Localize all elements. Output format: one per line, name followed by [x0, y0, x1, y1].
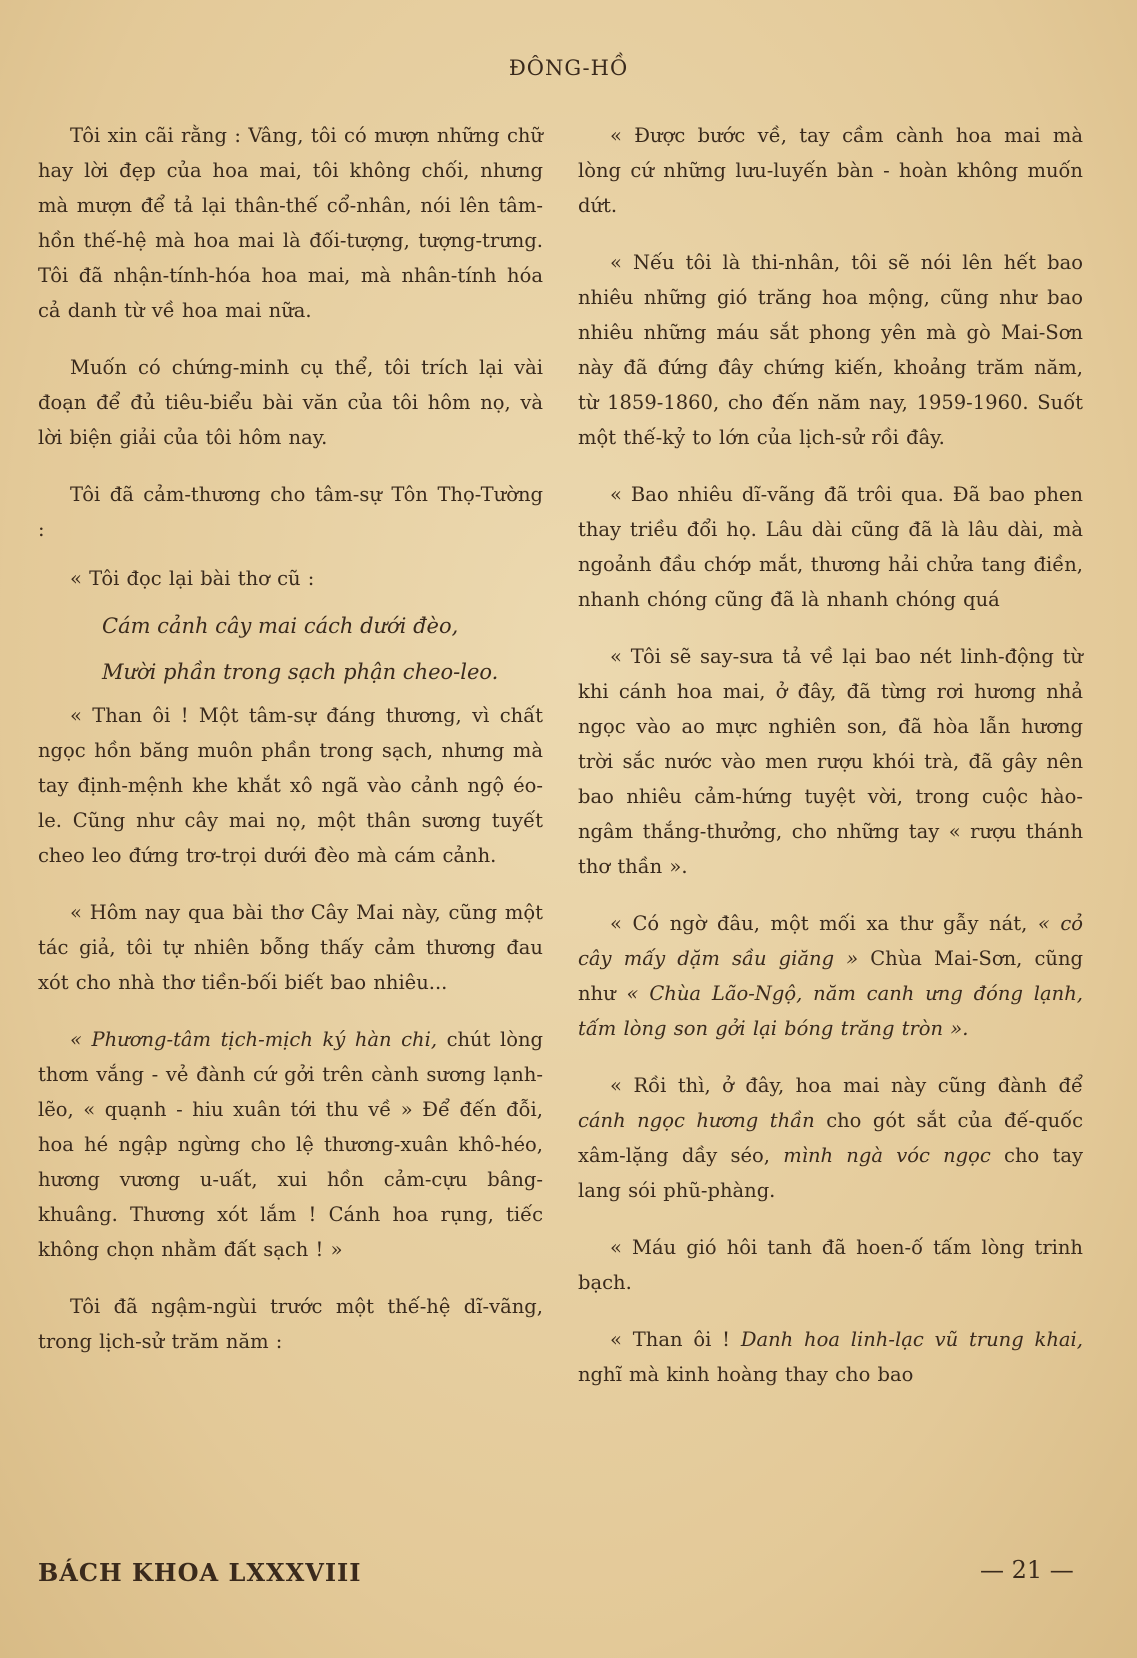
left-column: [38, 118, 543, 1381]
italic-phrase: mình ngà vóc ngọc: [783, 1144, 991, 1167]
paragraph: Tôi đã cảm-thương cho tâm-sự Tôn Thọ-Tường :: [38, 483, 543, 541]
italic-quote: « Chùa Lão-Ngộ, năm canh ưng đóng lạnh, tấm lòng son gởi lại bóng trăng tròn ».: [578, 982, 1083, 1040]
paragraph: « Được bước về, tay cầm cành hoa mai mà lòng cứ những lưu-luyến bàn - hoàn không muốn dứt.: [578, 124, 1083, 217]
paragraph: « Hôm nay qua bài thơ Cây Mai này, cũng một tác giả, tôi tự nhiên bỗng thấy cảm thương đau xót cho nhà thơ tiền-bối biết bao nhiêu...: [38, 901, 543, 994]
paragraph: Tôi đã ngậm-ngùi trước một thế-hệ dĩ-vãng, trong lịch-sử trăm năm :: [38, 1295, 543, 1353]
paragraph: « Bao nhiêu dĩ-vãng đã trôi qua. Đã bao phen thay triều đổi họ. Lâu dài cũng đã là lâu dài, mà ngoảnh đầu chớp mắt, thương hải chửa tang điền, nhanh chóng cũng đã là nhanh chóng quá: [578, 483, 1083, 611]
italic-phrase: cánh ngọc hương thần: [578, 1109, 815, 1132]
paragraph: Tôi xin cãi rằng : Vâng, tôi có mượn những chữ hay lời đẹp của hoa mai, tôi không chối, nhưng mà mượn để tả lại thân-thế cổ-nhân, nói lên tâm-hồn thế-hệ mà hoa mai là đối-tượng, tượng-trưng. Tôi đã nhận-tính-hóa hoa mai, mà nhân-tính hóa cả danh từ về hoa mai nữa.: [38, 124, 543, 322]
paragraph-text: « Rồi thì, ở đây, hoa mai này cũng đành để: [610, 1074, 1083, 1097]
paragraph: [578, 1322, 1083, 1392]
paragraph-text: « Than ôi !: [610, 1328, 741, 1351]
paragraph-text: chút lòng thơm vắng - vẻ đành cứ gởi trên cành sương lạnh-lẽo, « quạnh - hiu xuân tới thu về » Để đến đỗi, hoa hé ngập ngừng cho lệ thương-xuân khô-héo, hương vương u-uất, xui hồn cảm-cựu bâng-khuâng. Thương xót lắm ! Cánh hoa rụng, tiếc không chọn nhằm đất sạch ! »: [38, 1028, 543, 1261]
magazine-footer: BÁCH KHOA LXXXVIII: [38, 1558, 362, 1587]
paragraph: « Nếu tôi là thi-nhân, tôi sẽ nói lên hết bao nhiêu những gió trăng hoa mộng, cũng như bao nhiêu những máu sắt phong yên mà gò Mai-Sơn này đã đứng đây chứng kiến, khoảng trăm năm, từ 1859-1860, cho đến năm nay, 1959-1960. Suốt một thế-kỷ to lớn của lịch-sử rồi đây.: [578, 251, 1083, 449]
verse-line: Cám cảnh cây mai cách dưới đèo,: [102, 614, 459, 638]
page-number: — 21 —: [980, 1556, 1074, 1584]
paragraph: « Than ôi ! Một tâm-sự đáng thương, vì chất ngọc hồn băng muôn phần trong sạch, nhưng mà tay định-mệnh khe khắt xô ngã vào cảnh ngộ éo-le. Cũng như cây mai nọ, một thân sương tuyết cheo leo đứng trơ-trọi dưới đèo mà cám cảnh.: [38, 704, 543, 867]
paragraph-text: « Có ngờ đâu, một mối xa thư gẫy nát,: [610, 912, 1038, 935]
paragraph: [578, 1068, 1083, 1208]
paragraph: [38, 1022, 543, 1267]
verse-line: Mười phần trong sạch phận cheo-leo.: [102, 660, 499, 684]
paragraph: « Tôi sẽ say-sưa tả về lại bao nét linh-động từ khi cánh hoa mai, ở đây, đã từng rơi hương nhả ngọc vào ao mực nghiên son, đã hòa lẫn hương trời sắc nước vào men rượu khói trà, đã gây nên bao nhiêu cảm-hứng tuyệt vời, trong cuộc hào-ngâm thắng-thưởng, cho những tay « rượu thánh thơ thần ».: [578, 645, 1083, 878]
italic-quote: Danh hoa linh-lạc vũ trung khai,: [740, 1328, 1083, 1351]
paragraph: [578, 906, 1083, 1046]
paragraph-text: Chùa Mai-Sơn, cũng như: [578, 947, 1083, 1005]
paragraph-text: cho tay lang sói phũ-phàng.: [578, 1144, 1083, 1202]
right-column: [578, 118, 1083, 1414]
paragraph: « Máu gió hôi tanh đã hoen-ố tấm lòng trinh bạch.: [578, 1236, 1083, 1294]
paragraph-text: nghĩ mà kinh hoàng thay cho bao: [578, 1363, 914, 1386]
paragraph-text: cho gót sắt của đế-quốc xâm-lặng dầy séo,: [578, 1109, 1084, 1167]
paragraph: « Tôi đọc lại bài thơ cũ :: [70, 567, 315, 590]
paragraph: Muốn có chứng-minh cụ thể, tôi trích lại vài đoạn để đủ tiêu-biểu bài văn của tôi hôm nọ, và lời biện giải của tôi hôm nay.: [38, 356, 543, 449]
italic-quote: « cỏ cây mấy dặm sầu giăng »: [578, 912, 1083, 970]
page-header: ĐÔNG-HỒ: [508, 56, 629, 80]
italic-quote: « Phương-tâm tịch-mịch ký hàn chi,: [70, 1028, 438, 1051]
